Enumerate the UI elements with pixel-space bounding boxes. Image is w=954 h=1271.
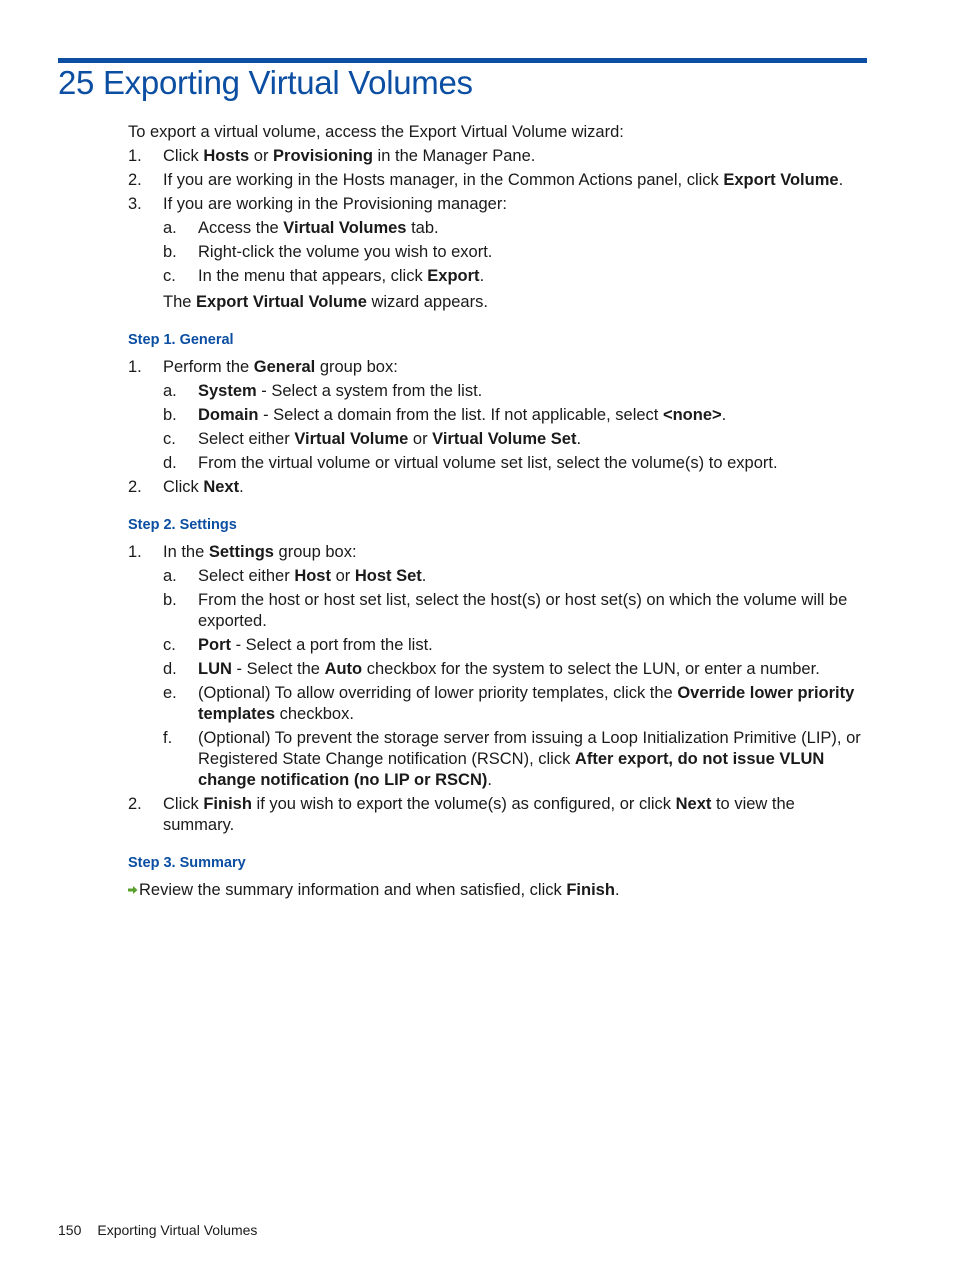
list-item: 2. If you are working in the Hosts manager, in the Common Actions panel, click Export Volume.	[128, 171, 844, 189]
list-item: 2. Click Finish if you wish to export the volume(s) as configured, or click Next to view the summary.	[128, 795, 795, 834]
sub-list-item: f. (Optional) To prevent the storage server from issuing a Loop Initialization Primitive (LIP), or Registered State Change notification (RSCN), click After export, do not issue VLUN change notification (no LIP or RSCN).	[163, 729, 861, 789]
sub-list-item: d. From the virtual volume or virtual volume set list, select the volume(s) to export.	[163, 454, 778, 472]
access-steps-list	[128, 146, 870, 313]
page-footer	[58, 1222, 257, 1238]
sub-list-item: c. Port - Select a port from the list.	[163, 636, 433, 654]
main-content	[128, 122, 870, 901]
sub-list-item: c. Select either Virtual Volume or Virtual Volume Set.	[163, 430, 582, 448]
summary-instruction: Review the summary information and when satisfied, click Finish.	[128, 880, 870, 901]
title-rule	[58, 58, 867, 63]
list-item: 2. Click Next.	[128, 478, 244, 496]
sub-list-item: e. (Optional) To allow overriding of lower priority templates, click the Override lower priority templates checkbox.	[163, 684, 855, 723]
step1-heading: Step 1. General	[128, 332, 234, 348]
list-item: 1. Click Hosts or Provisioning in the Manager Pane.	[128, 147, 536, 165]
sub-list	[163, 218, 870, 287]
step3-heading: Step 3. Summary	[128, 855, 246, 871]
sub-list-item: b. Domain - Select a domain from the list. If not applicable, select <none>.	[163, 406, 727, 424]
sub-list	[163, 566, 870, 791]
sub-list-item: a. System - Select a system from the list.	[163, 382, 483, 400]
sub-list-item: d. LUN - Select the Auto checkbox for the system to select the LUN, or enter a number.	[163, 660, 820, 678]
sub-list-item: a. Access the Virtual Volumes tab.	[163, 219, 439, 237]
sub-list	[163, 381, 870, 474]
running-title: Exporting Virtual Volumes	[97, 1222, 258, 1238]
sub-list-item: c. In the menu that appears, click Export.	[163, 267, 485, 285]
chapter-title: 25 Exporting Virtual Volumes	[58, 64, 473, 101]
green-arrow-icon	[128, 885, 138, 895]
list-item: 3. If you are working in the Provisioning manager: a. Access the Virtual Volumes tab. b. Right-click the volume you wish to exort. c. In the menu that appears, click Export. The Export Virtual Volume wizard appears.	[128, 194, 870, 313]
list-item: 1. Perform the General group box: a. System - Select a system from the list. b. Domain - Select a domain from the list. If not applicable, select <none>. c. Select either Virtual Volume or Virtual Volume Set. d. From the virtual volume or virtual volume set list, select the volume(s) to export.	[128, 357, 870, 474]
step2-heading: Step 2. Settings	[128, 517, 237, 533]
intro-paragraph: To export a virtual volume, access the Export Virtual Volume wizard:	[128, 123, 624, 141]
step1-list	[128, 357, 870, 498]
step2-list	[128, 542, 870, 836]
wizard-note: The Export Virtual Volume wizard appears.	[163, 293, 488, 311]
list-item: 1. In the Settings group box: a. Select either Host or Host Set. b. From the host or host set list, select the host(s) or host set(s) on which the volume will be exported. c. Port - Select a port from the list. d. LUN - Select the Auto checkbox for the system to select the LUN, or enter a number. e. (Optional) To allow overriding of lower priority templates, click the Override lower priority templates checkbox. f. (Optional) To prevent the storage server from issuing a Loop Initialization Primitive (LIP), or Registered State Change notification (RSCN), click After export, do not issue VLUN change notification (no LIP or RSCN).	[128, 542, 870, 791]
sub-list-item: b. Right-click the volume you wish to exort.	[163, 243, 493, 261]
sub-list-item: b. From the host or host set list, select the host(s) or host set(s) on which the volume will be exported.	[163, 591, 848, 630]
sub-list-item: a. Select either Host or Host Set.	[163, 567, 427, 585]
page-number: 150	[58, 1222, 82, 1238]
